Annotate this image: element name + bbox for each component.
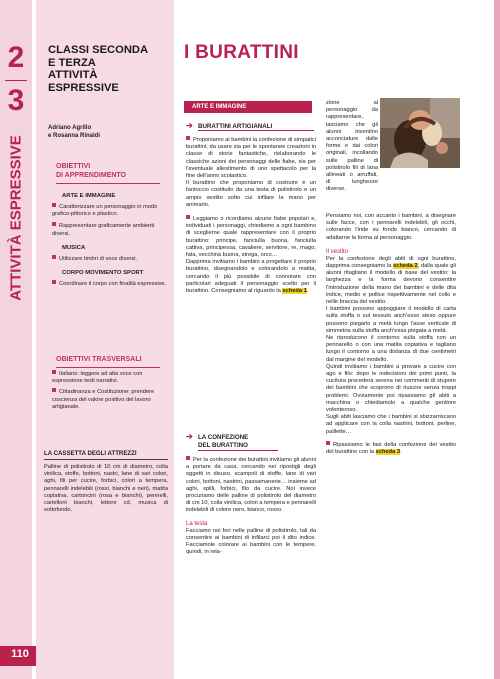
objectives-group-heading: CORPO MOVIMENTO SPORT — [62, 270, 144, 277]
bullet-icon — [52, 280, 56, 284]
section-heading: BURATTINI ARTIGIANALI — [198, 123, 314, 131]
section-heading-2-line1: LA CONFEZIONE — [198, 434, 249, 441]
arrow-icon: ➔ — [186, 432, 193, 441]
transversal-item: Cittadinanza e Costituzione: prendere coscienza del valore positivo del lavoro artigianale. — [52, 389, 155, 410]
paragraph: Pensiamo noi, con accanto i bambini, a disegnare sulle facce, con i pennarelli indelebili, gli occhi, colorando l'iride su fondo bianco, cercando di adattarne la forma al personaggio. — [326, 213, 456, 241]
objective-item: Caratterizzare un personaggio in modo grafico-pittorico e plastico. — [52, 204, 158, 218]
paragraph: Dapprima invitiamo i bambini a progettare il proprio burattino, disegnandolo e colorandolo a matita, cercando il più possibile di connotare con particolari adeguati il personaggio scelto per il burattino. Consegniamo al riguardo la scheda 1. — [186, 259, 316, 295]
objectives-group-heading: MUSICA — [62, 244, 86, 251]
grade-number-3: 3 — [7, 84, 25, 117]
paragraph: Il burattino che proponiamo di costruire è un fantoccio costituito da una testa di polistirolo e un ampio vestito sotto cui infilare la mano per animarlo. — [186, 180, 316, 208]
bullet-icon — [52, 255, 56, 259]
vertical-section-label: ATTIVITÀ ESPRESSIVE — [7, 135, 25, 301]
column-2-top-text — [326, 100, 378, 194]
right-edge-bar — [494, 0, 500, 679]
toolbox-title: LA CASSETTA DEGLI ATTREZZI — [44, 450, 168, 460]
author-2: e Rosanna Rinaldi — [48, 133, 101, 139]
objective-item: Rappresentare graficamente ambienti diversi. — [52, 223, 155, 237]
worksheet-1-ref: scheda 1 — [282, 288, 307, 295]
bullet-icon — [52, 203, 56, 207]
column-1-text — [186, 136, 316, 295]
objectives-heading-line1: OBIETTIVI — [56, 163, 91, 170]
objectives-list — [52, 192, 168, 288]
grade-divider — [5, 80, 27, 81]
paragraph: Ripassiamo le fasi della confezione del vestito del burattino con la scheda 3. — [326, 441, 456, 456]
paragraph: Per la confezione dei burattini invitiamo gli alunni a portare da casa, cercando nei ripostigli degli oggetti in disuso, scampoli di stoffe, lane di vari colori, bottoni, nastrini, passamanerie… insieme ad aghi, spilli, forbici, filo da cucire. Noi invece procuriamo delle palline di polistirolo del diametro di cm 10, colla vinilica, colori a tempera e pennarelli indelebili di colore nero, bianco, rosso. — [186, 457, 316, 514]
subheading-vestito: Il vestito — [326, 248, 349, 255]
objectives-panel — [36, 0, 174, 679]
paragraph: Quindi invitiamo i bambini a provare a cucire con ago e filo: dopo le indecisioni dei primi punti, la cucitura procederà serena nei commenti di stupore dei bambini che scoprono di riuscire senza troppi problemi. Ovviamente poi ripassiamo gli abiti a macchina o chiediamolo a qualche genitore volenteroso. — [326, 363, 456, 414]
paragraph: Per la confezione degli abiti di ogni burattino, dapprima consegniamo la scheda 2, dalla quale gli alunni ritagliano il modello di base del vestito: la larghezza e la forma devono consentire l'introduzione della mano dei bambini e delle dita indice, medio e pollice rispettivamente nel collo e nelle braccia del vestito. — [326, 255, 456, 306]
paragraph: zione al personaggio da rappresentare, lasciamo che gli alunni inventino acconciature dalle forme e dai colori originali, incollando sulle palline di polistirolo fili di lana allineati o arruffati, di lunghezze diverse. — [326, 100, 378, 193]
objectives-group-heading: ARTE E IMMAGINE — [62, 193, 116, 199]
class-title-line3: ATTIVITÀ — [48, 69, 98, 82]
objective-item: Coordinare il corpo con finalità espressive. — [52, 280, 168, 288]
bullet-icon — [52, 222, 56, 226]
transversal-item: Italiano: leggere ad alta voce con espressione testi narrativi. — [52, 371, 143, 385]
bullet-icon — [186, 136, 190, 140]
paragraph: Proponiamo ai bambini la confezione di simpatici burattini, da usare sia per le spontanee creazioni in classe di storie fantastiche, rielaborando le classiche azioni dei personaggi delle fiabe, sia per l'eventuale allestimento di uno spettacolo per la fine dell'anno scolastico. — [186, 137, 316, 180]
arrow-icon: ➔ — [186, 121, 193, 130]
column-1-text-2 — [186, 456, 316, 556]
objective-item: Utilizzare timbri di voce diversi. — [52, 255, 168, 263]
paragraph: I bambini possono appoggiare il modello di carta sulla stoffa o sul tessuto anch'esso steso oppure possono piegarlo a metà lungo l'asse verticale di simmetria sulla stoffa anch'essa piegata a metà. — [326, 306, 456, 334]
authors — [48, 124, 100, 140]
section-heading-2 — [198, 434, 278, 451]
section-heading-2-line2: DEL BURATTINO — [198, 442, 248, 449]
page-number: 110 — [11, 648, 29, 660]
transversal-title: OBIETTIVI TRASVERSALI — [56, 356, 142, 363]
subheading-testa: La testa — [186, 520, 208, 527]
transversal-underline — [56, 367, 160, 368]
class-title — [48, 44, 148, 94]
toolbox — [44, 450, 168, 514]
class-title-line1: CLASSI SECONDA — [48, 44, 149, 56]
subject-bar: ARTE E IMMAGINE — [184, 101, 312, 113]
objectives-underline — [56, 183, 160, 184]
puppet-making-photo — [380, 98, 460, 168]
paragraph: Ne riproducono il contorno sulla stoffa con un pennarello o con una matita copiativa e tagliano lungo il contorno a una distanza di due centimetri dal margine del modello. — [326, 335, 456, 363]
column-2-text — [326, 213, 456, 456]
paragraph: Sugli abiti lasciamo che i bambini si sbizzarriscano ad applicare con la colla nastrini, bottoni, perline, paillette… — [326, 414, 456, 435]
bullet-icon — [186, 215, 190, 219]
bullet-icon — [186, 456, 190, 460]
bullet-icon — [52, 388, 56, 392]
paragraph: Facciamo noi fori nelle palline di polistirolo, tali da consentire ai bambini di infilarci poi il dito indice. Facciamole colorare ai bambini con le tempere, quindi, in rela- — [186, 527, 316, 556]
author-1: Adriano Agrillo — [48, 125, 92, 131]
transversal-list — [52, 370, 168, 411]
bullet-icon — [52, 370, 56, 374]
article-title: I BURATTINI — [184, 42, 299, 63]
worksheet-2-ref: scheda 2 — [393, 263, 418, 270]
class-title-line4: ESPRESSIVE — [48, 81, 119, 94]
grade-number-2: 2 — [7, 41, 25, 74]
objectives-heading-line2: DI APPRENDIMENTO — [56, 172, 127, 179]
worksheet-3-ref: scheda 3 — [375, 449, 401, 456]
bullet-icon — [326, 441, 330, 445]
objectives-heading — [56, 162, 164, 184]
class-title-line2: E TERZA — [48, 56, 96, 69]
paragraph: Leggiamo o ricordiamo alcune fiabe popolari e, individuati i personaggi, chiediamo a ogni bambino di sceglierne quale rappresentare con il proprio burattino: principe, fanciulla buona, fanciulla cattiva, principessa, cavaliere, servitore, re, mago, fata, vecchina buona, strega, orco… — [186, 216, 316, 259]
transversal-heading — [56, 355, 164, 368]
toolbox-text: Palline di polistirolo di 10 cm di diametro, colla vinilica, stoffe, bottoni, nastri, lane di vari colori, aghi, fili per cucire, forbici, colori a tempera, pennarelli indelebili (rossi, bianchi e neri), matita copiativa, cartoncini (rosa e bianchi), pennelli, cartelloni bianchi, lettore cd, musica di sottofondo. — [44, 464, 168, 514]
